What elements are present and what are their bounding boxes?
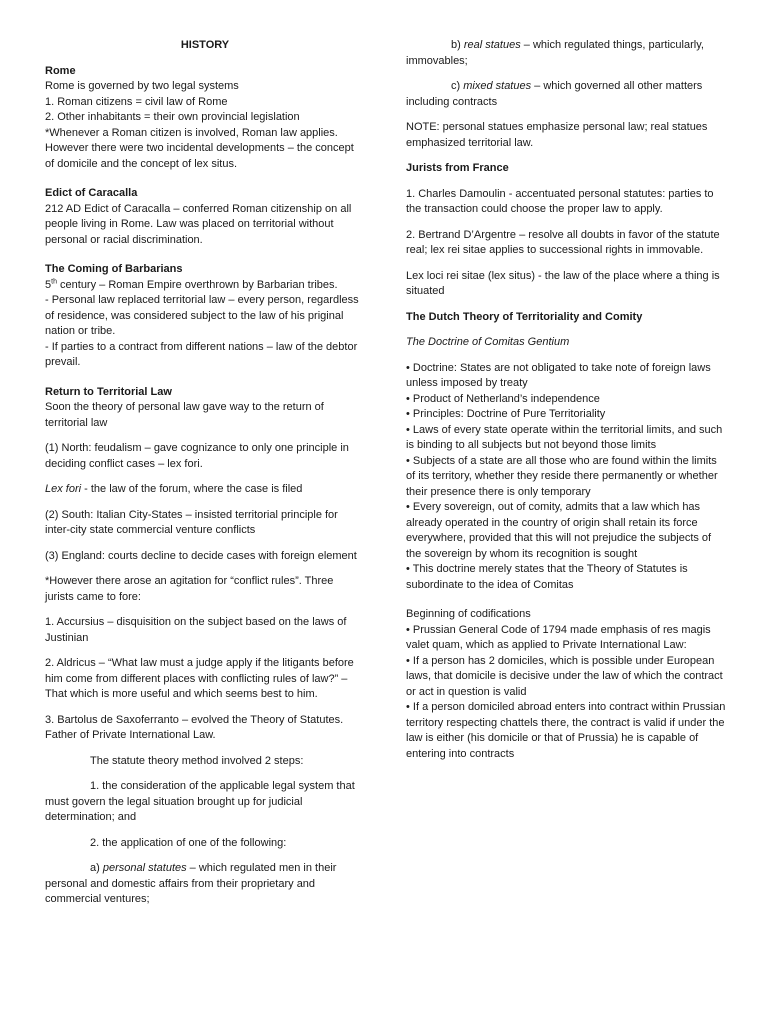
codification-bullet: • If a person has 2 domiciles, which is possible under European laws, that domicile is decisive under the law of which the contract or act in question is valid xyxy=(406,654,723,698)
dutch-bullet: • Subjects of a state are all those who are found within the limits of its territory, whether they reside there permanently or whether their presence there is only temporary xyxy=(406,454,718,498)
caracalla-heading: Edict of Caracalla xyxy=(45,187,138,199)
personal-statutes-term: personal statutes xyxy=(102,862,187,874)
return-heading: Return to Territorial Law xyxy=(45,385,172,398)
century-number: 5 xyxy=(45,278,52,291)
page-title: HISTORY xyxy=(180,39,230,51)
mixed-statues-item xyxy=(406,79,728,110)
lexloci-paragraph: Lex loci rei sitae (lex situs) - the law of the place where a thing is situated xyxy=(406,269,720,297)
rome-heading: Rome xyxy=(45,64,76,77)
barbarians-line: - Personal law replaced territorial law – every person, regardless of residence, was considered subject to the law of his priginal nation or tribe. xyxy=(45,294,359,337)
lexfori-definition: - the law of the forum, where the case is filed xyxy=(81,483,303,495)
statute-intro: The statute theory method involved 2 steps: xyxy=(90,754,304,767)
real-statues-text: – which regulated things, particularly, immovables; xyxy=(406,39,704,67)
personal-statutes-text: – which regulated men in their personal and domestic affairs from their proprietary and commercial ventures; xyxy=(45,862,337,905)
codification-bullet: • Prussian General Code of 1794 made emphasis of res magis valet quam, which as applied to Private International Law: xyxy=(406,623,711,651)
left-column xyxy=(45,38,365,908)
caracalla-text: 212 AD Edict of Caracalla – conferred Roman citizenship on all people living in Rome. Law was placed on territorial without personal or racial discrimination. xyxy=(45,202,352,246)
dargentre-paragraph: 2. Bertrand D’Argentre – resolve all doubts in favor of the statute real; lex rei sitae applies to successional rights in immovable. xyxy=(406,228,720,256)
barbarians-line: - If parties to a contract from different nations – law of the debtor prevail. xyxy=(45,340,358,368)
north-paragraph: (1) North: feudalism – gave cognizance to only one principle in deciding conflict cases – lex fori. xyxy=(45,442,349,470)
rome-line: *Whenever a Roman citizen is involved, Roman law applies. However there were two incidental developments – the concept of domicile and the concept of lex situs. xyxy=(45,126,354,170)
return-text: Soon the theory of personal law gave way to the return of territorial law xyxy=(45,401,324,429)
comitas-heading xyxy=(406,335,728,351)
dutch-bullet: • Every sovereign, out of comity, admits that a law which has already operated in the country of origin shall retain its force everywhere, provided that this will not prejudice the subjects of the sovereign by whom its recognition is sought xyxy=(406,501,712,560)
step-two: 2. the application of one of the following: xyxy=(90,836,287,849)
barbarians-century xyxy=(45,278,365,294)
england-paragraph: (3) England: courts decline to decide cases with foreign element xyxy=(45,549,357,562)
rome-line: 1. Roman citizens = civil law of Rome xyxy=(45,95,228,108)
bartolus-paragraph: 3. Bartolus de Saxoferranto – evolved the Theory of Statutes. Father of Private International Law. xyxy=(45,713,344,741)
comitas-heading-text: The Doctrine of Comitas Gentium xyxy=(406,336,570,348)
century-suffix: th xyxy=(51,277,57,285)
lexfori-term: Lex fori xyxy=(45,483,82,495)
dutch-bullet: • Doctrine: States are not obligated to take note of foreign laws unless imposed by treaty xyxy=(406,361,711,389)
personal-statutes-item xyxy=(45,861,365,908)
south-paragraph: (2) South: Italian City-States – insisted territorial principle for inter-city state commercial venture conflicts xyxy=(45,508,338,536)
aldricus-paragraph: 2. Aldricus – “What law must a judge apply if the litigants before him come from different places with conflicting rules of law?” – That which is more useful and which seems best to him. xyxy=(45,657,354,700)
dutch-bullet: • This doctrine merely states that the Theory of Statutes is subordinate to the idea of Comitas xyxy=(406,563,688,591)
century-text: century – Roman Empire overthrown by Barbarian tribes. xyxy=(56,278,338,291)
step-one xyxy=(45,779,365,826)
mixed-statues-term: mixed statues xyxy=(463,80,532,92)
real-statues-term: real statues xyxy=(463,39,521,51)
item-b-prefix: b) xyxy=(451,39,464,51)
lexfori-paragraph xyxy=(45,482,365,498)
rome-line: 2. Other inhabitants = their own provincial legislation xyxy=(45,111,300,123)
right-column xyxy=(406,38,728,762)
france-heading: Jurists from France xyxy=(406,162,509,174)
rome-line: Rome is governed by two legal systems xyxy=(45,80,239,92)
real-statues-item xyxy=(406,38,728,69)
item-c-prefix: c) xyxy=(451,80,464,92)
agitation-paragraph: *However there arose an agitation for “conflict rules”. Three jurists came to fore: xyxy=(45,575,334,603)
dutch-heading: The Dutch Theory of Territoriality and Comity xyxy=(406,310,643,323)
barbarians-heading: The Coming of Barbarians xyxy=(45,263,183,275)
codification-bullet: • If a person domiciled abroad enters into contract within Prussian territory respecting chattels there, the contract is valid if under the law is either (his domicile or that of Prussia) he is capable of entering into contracts xyxy=(406,701,726,760)
accursius-paragraph: 1. Accursius – disquisition on the subject based on the laws of Justinian xyxy=(45,616,347,644)
dutch-bullet: • Principles: Doctrine of Pure Territoriality xyxy=(406,408,606,420)
note-paragraph: NOTE: personal statues emphasize personal law; real statues emphasized territorial law. xyxy=(406,121,708,149)
mixed-statues-text: – which governed all other matters including contracts xyxy=(406,80,703,108)
step-one-text: 1. the consideration of the applicable legal system that must govern the legal situation brought up for judicial determination; and xyxy=(45,780,355,823)
dutch-bullet: • Product of Netherland’s independence xyxy=(406,392,600,405)
item-a-prefix: a) xyxy=(90,862,103,874)
damoulin-paragraph: 1. Charles Damoulin - accentuated personal statutes: parties to the transaction could choose the proper law to apply. xyxy=(406,187,714,215)
dutch-bullet: • Laws of every state operate within the territorial limits, and such is binding to all subjects but not beyond those limits xyxy=(406,423,723,451)
codification-heading: Beginning of codifications xyxy=(406,608,531,620)
